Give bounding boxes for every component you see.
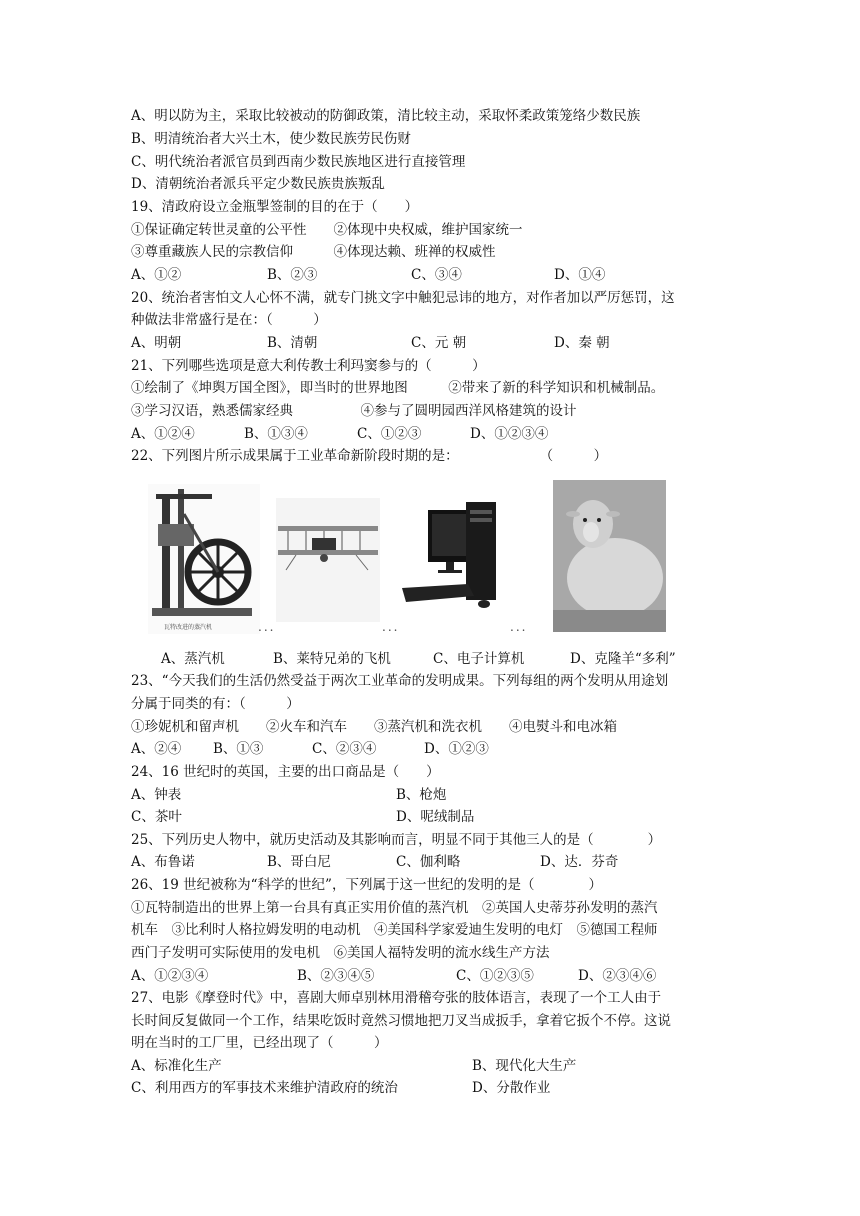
- q21-option-d: D、①②③④: [470, 426, 549, 442]
- q26-option-a: A、①②③④: [131, 968, 209, 984]
- q26-option-c: C、①②③⑤: [456, 968, 534, 984]
- q19-statement-2: ③尊重藏族人民的宗教信仰 ④体现达赖、班禅的权威性: [131, 244, 496, 260]
- q24-option-c: C、茶叶: [131, 809, 182, 825]
- q20-stem-line1: 20、统治者害怕文人心怀不满，就专门挑文字中触犯忌讳的地方，对作者加以严厉惩罚，这: [131, 290, 675, 306]
- q20-option-a: A、明朝: [131, 335, 182, 351]
- q25-option-a: A、布鲁诺: [131, 854, 195, 870]
- q18-option-c: C、明代统治者派官员到西南少数民族地区进行直接管理: [131, 154, 466, 170]
- q18-option-a: A、明以防为主，采取比较被动的防御政策，清比较主动，采取怀柔政策笼络少数民族: [131, 108, 641, 124]
- steam-engine-image: [148, 484, 260, 634]
- q25-option-d: D、达．芬奇: [540, 854, 619, 870]
- q25-stem: 25、下列历史人物中，就历史活动及其影响而言，明显不同于其他三人的是（ ）: [131, 832, 662, 848]
- q21-statement-1: ①绘制了《坤舆万国全图》，即当时的世界地图 ②带来了新的科学知识和机械制品。: [131, 380, 665, 396]
- q23-option-b: B、①③: [213, 741, 264, 757]
- q26-statement-line1: ①瓦特制造出的世界上第一台具有真正实用价值的蒸汽机 ②英国人史蒂芬孙发明的蒸汽: [131, 900, 658, 916]
- computer-image: [398, 480, 506, 620]
- q23-stem-line2: 分属于同类的有：（ ）: [131, 696, 300, 712]
- q21-option-b: B、①③④: [244, 426, 308, 442]
- separator-dots: ...: [258, 620, 276, 634]
- q26-stem: 26、19 世纪被称为“科学的世纪”，下列属于这一世纪的发明的是（ ）: [131, 877, 602, 893]
- q24-option-b: B、枪炮: [396, 787, 447, 803]
- q27-stem-line2: 长时间反复做同一个工作，结果吃饭时竟然习惯地把刀叉当成扳手，拿着它扳个不停。这说: [131, 1013, 671, 1029]
- q20-option-d: D、秦 朝: [554, 335, 610, 351]
- separator-dots: ...: [510, 620, 528, 634]
- q18-option-b: B、明清统治者大兴土木，使少数民族劳民伤财: [131, 131, 411, 147]
- q22-option-c: C、电子计算机: [433, 651, 525, 667]
- q21-statement-2: ③学习汉语，熟悉儒家经典 ④参与了圆明园西洋风格建筑的设计: [131, 403, 577, 419]
- q23-option-c: C、②③④: [312, 741, 377, 757]
- q23-option-d: D、①②③: [424, 741, 489, 757]
- q26-option-d: D、②③④⑥: [578, 968, 657, 984]
- q27-stem-line1: 27、电影《摩登时代》中，喜剧大师卓别林用滑稽夸张的肢体语言，表现了一个工人由于: [131, 990, 662, 1006]
- q20-option-b: B、清朝: [267, 335, 318, 351]
- separator-dots: ...: [382, 620, 400, 634]
- q24-option-d: D、呢绒制品: [396, 809, 475, 825]
- q20-option-c: C、元 朝: [411, 335, 467, 351]
- wright-plane-image: [276, 498, 380, 622]
- q22-option-a: A、蒸汽机: [161, 651, 225, 667]
- q19-option-b: B、②③: [267, 267, 318, 283]
- q20-stem-line2: 种做法非常盛行是在：（ ）: [131, 312, 327, 328]
- q25-option-c: C、伽利略: [396, 854, 461, 870]
- q27-option-d: D、分散作业: [472, 1080, 551, 1096]
- q21-option-a: A、①②④: [131, 426, 195, 442]
- q25-option-b: B、哥白尼: [267, 854, 331, 870]
- steam-engine-caption: 瓦特改进的蒸汽机: [164, 624, 213, 631]
- q27-option-c: C、利用西方的军事技术来维护清政府的统治: [131, 1080, 398, 1096]
- q19-stem: 19、清政府设立金瓶掣签制的目的在于（ ）: [131, 199, 419, 215]
- q19-option-c: C、③④: [411, 267, 462, 283]
- dolly-sheep-image: [553, 480, 666, 632]
- q24-option-a: A、钟表: [131, 787, 182, 803]
- q22-option-b: B、莱特兄弟的飞机: [273, 651, 391, 667]
- q22-option-d: D、克隆羊“多利”: [570, 651, 676, 667]
- q23-statement: ①珍妮机和留声机 ②火车和汽车 ③蒸汽机和洗衣机 ④电熨斗和电冰箱: [131, 719, 617, 735]
- q19-option-d: D、①④: [554, 267, 606, 283]
- q27-option-b: B、现代化大生产: [472, 1058, 577, 1074]
- q26-option-b: B、②③④⑤: [297, 968, 375, 984]
- q19-option-a: A、①②: [131, 267, 182, 283]
- q21-stem: 21、下列哪些选项是意大利传教士利玛窦参与的（ ）: [131, 358, 486, 374]
- q23-option-a: A、②④: [131, 741, 182, 757]
- q26-statement-line2: 机车 ③比利时人格拉姆发明的电动机 ④美国科学家爱迪生发明的电灯 ⑤德国工程师: [131, 922, 658, 938]
- q23-stem-line1: 23、“今天我们的生活仍然受益于两次工业革命的发明成果。下列每组的两个发明从用途划: [131, 673, 669, 689]
- q27-stem-line3: 明在当时的工厂里，已经出现了（ ）: [131, 1035, 388, 1051]
- q27-option-a: A、标准化生产: [131, 1058, 222, 1074]
- q26-statement-line3: 西门子发明可实际使用的发电机 ⑥美国人福特发明的流水线生产方法: [131, 945, 550, 961]
- q18-option-d: D、清朝统治者派兵平定少数民族贵族叛乱: [131, 176, 385, 192]
- q21-option-c: C、①②③: [357, 426, 422, 442]
- q22-stem: 22、下列图片所示成果属于工业革命新阶段时期的是： （ ）: [131, 448, 608, 464]
- q19-statement-1: ①保证确定转世灵童的公平性 ②体现中央权威，维护国家统一: [131, 222, 523, 238]
- q24-stem: 24、16 世纪时的英国，主要的出口商品是（ ）: [131, 764, 440, 780]
